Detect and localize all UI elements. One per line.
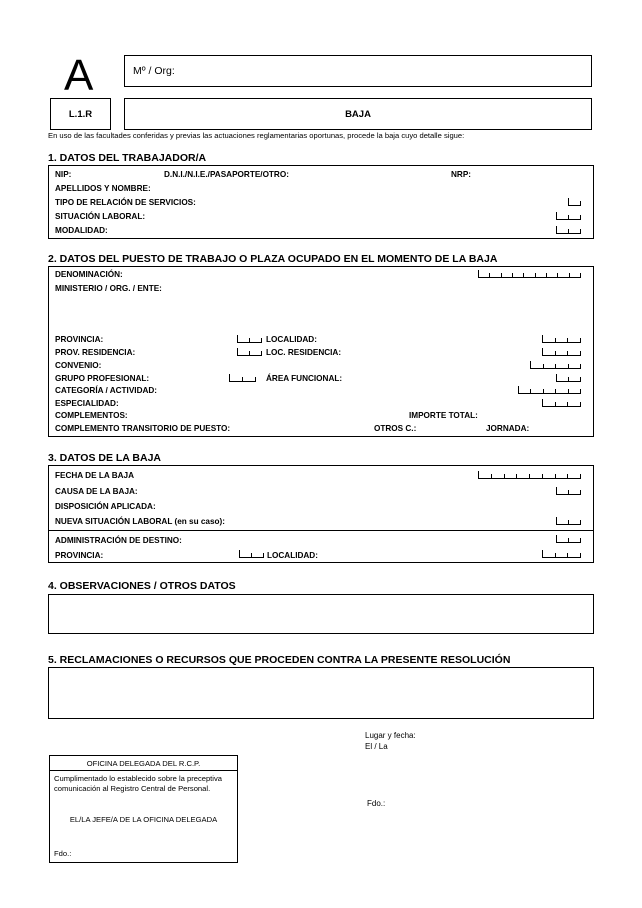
cell-divider bbox=[567, 338, 568, 343]
cell-divider bbox=[529, 474, 530, 479]
cell-divider bbox=[580, 490, 581, 495]
area-funcional-label: ÁREA FUNCIONAL: bbox=[266, 374, 343, 383]
el-la-label: El / La bbox=[365, 742, 388, 751]
cell-divider bbox=[580, 520, 581, 525]
cell-divider bbox=[249, 351, 250, 356]
cell-divider bbox=[580, 474, 581, 479]
cell-divider bbox=[251, 553, 252, 558]
loc-residencia-cells[interactable] bbox=[542, 348, 580, 356]
cell-divider bbox=[568, 520, 569, 525]
cumplimentado-line-1: Cumplimentado lo establecido sobre la preceptiva bbox=[54, 774, 223, 783]
ministerio-label: MINISTERIO / ORG. / ENTE: bbox=[55, 284, 162, 293]
convenio-cells[interactable] bbox=[530, 361, 580, 369]
cell-divider bbox=[568, 364, 569, 369]
especialidad-cells[interactable] bbox=[542, 399, 580, 407]
cell-divider bbox=[580, 364, 581, 369]
fdo-right-label: Fdo.: bbox=[367, 799, 386, 808]
area-funcional-cells[interactable] bbox=[556, 374, 580, 382]
observaciones-field[interactable] bbox=[48, 594, 594, 634]
cell-divider bbox=[546, 273, 547, 278]
cell-divider bbox=[557, 273, 558, 278]
provincia-destino-cells[interactable] bbox=[239, 550, 263, 558]
cell-divider bbox=[530, 389, 531, 394]
cell-divider bbox=[580, 215, 581, 220]
cell-divider bbox=[555, 364, 556, 369]
cell-divider bbox=[580, 338, 581, 343]
nueva-situacion-label: NUEVA SITUACIÓN LABORAL (en su caso): bbox=[55, 517, 225, 526]
categoria-cells[interactable] bbox=[518, 386, 580, 394]
cell-divider bbox=[567, 474, 568, 479]
cell-divider bbox=[580, 201, 581, 206]
cell-divider bbox=[504, 474, 505, 479]
complemento-transitorio-label: COMPLEMENTO TRANSITORIO DE PUESTO: bbox=[55, 424, 231, 433]
apellidos-label: APELLIDOS Y NOMBRE: bbox=[55, 184, 151, 193]
administracion-destino-cells[interactable] bbox=[556, 535, 580, 543]
localidad-destino-cells[interactable] bbox=[542, 550, 580, 558]
cumplimentado-line-2: comunicación al Registro Central de Personal. bbox=[54, 784, 211, 793]
localidad-destino-label: LOCALIDAD: bbox=[267, 551, 318, 560]
form-type: BAJA bbox=[345, 109, 371, 120]
org-field[interactable] bbox=[124, 55, 592, 87]
cell-divider bbox=[580, 553, 581, 558]
loc-residencia-label: LOC. RESIDENCIA: bbox=[266, 348, 342, 357]
cell-divider bbox=[568, 538, 569, 543]
otros-c-label: OTROS C.: bbox=[374, 424, 417, 433]
nueva-situacion-cells[interactable] bbox=[556, 517, 580, 525]
cell-divider bbox=[555, 553, 556, 558]
cell-divider bbox=[555, 402, 556, 407]
cell-divider bbox=[512, 273, 513, 278]
especialidad-label: ESPECIALIDAD: bbox=[55, 399, 119, 408]
cell-divider bbox=[261, 351, 262, 356]
fecha-baja-label: FECHA DE LA BAJA bbox=[55, 471, 134, 480]
tipo-relacion-label: TIPO DE RELACIÓN DE SERVICIOS: bbox=[55, 198, 196, 207]
cell-divider bbox=[580, 229, 581, 234]
prov-residencia-cells[interactable] bbox=[237, 348, 261, 356]
cell-divider bbox=[580, 273, 581, 278]
cell-divider bbox=[580, 402, 581, 407]
localidad-label: LOCALIDAD: bbox=[266, 335, 317, 344]
provincia-cells[interactable] bbox=[237, 335, 261, 343]
localidad-cells[interactable] bbox=[542, 335, 580, 343]
cell-divider bbox=[501, 273, 502, 278]
jornada-label: JORNADA: bbox=[486, 424, 530, 433]
cell-divider bbox=[580, 377, 581, 382]
cell-divider bbox=[491, 474, 492, 479]
cell-divider bbox=[523, 273, 524, 278]
dni-label: D.N.I./N.I.E./PASAPORTE/OTRO: bbox=[164, 170, 289, 179]
importe-total-label: IMPORTE TOTAL: bbox=[409, 411, 478, 420]
section-4-title: 4. OBSERVACIONES / OTROS DATOS bbox=[48, 580, 236, 592]
cell-divider bbox=[249, 338, 250, 343]
cell-divider bbox=[567, 553, 568, 558]
situacion-laboral-label: SITUACIÓN LABORAL: bbox=[55, 212, 146, 221]
convenio-label: CONVENIO: bbox=[55, 361, 102, 370]
cell-divider bbox=[580, 351, 581, 356]
grupo-profesional-cells[interactable] bbox=[229, 374, 255, 382]
lugar-fecha-label: Lugar y fecha: bbox=[365, 731, 416, 740]
tipo-relacion-cells[interactable] bbox=[568, 198, 580, 206]
cell-divider bbox=[542, 474, 543, 479]
section-3-title: 3. DATOS DE LA BAJA bbox=[48, 452, 161, 464]
prov-residencia-label: PROV. RESIDENCIA: bbox=[55, 348, 136, 357]
reclamaciones-field[interactable] bbox=[48, 667, 594, 719]
disposicion-label: DISPOSICIÓN APLICADA: bbox=[55, 502, 156, 511]
cell-divider bbox=[516, 474, 517, 479]
provincia-destino-label: PROVINCIA: bbox=[55, 551, 104, 560]
code-box bbox=[50, 98, 111, 130]
oficina-delegada-box bbox=[49, 755, 238, 863]
cell-divider bbox=[568, 215, 569, 220]
provincia-label: PROVINCIA: bbox=[55, 335, 104, 344]
nip-label: NIP: bbox=[55, 170, 72, 179]
cell-divider bbox=[567, 402, 568, 407]
cell-divider bbox=[569, 273, 570, 278]
section-1-title: 1. DATOS DEL TRABAJADOR/A bbox=[48, 152, 207, 164]
intro-text: En uso de las facultades conferidas y previas las actuaciones reglamentarias oportunas, procede la baja cuyo detalle sigue: bbox=[48, 131, 465, 140]
section-5-title: 5. RECLAMACIONES O RECURSOS QUE PROCEDEN CONTRA LA PRESENTE RESOLUCIÓN bbox=[48, 654, 511, 666]
situacion-laboral-cells[interactable] bbox=[556, 212, 580, 220]
cell-divider bbox=[580, 389, 581, 394]
fecha-baja-cells[interactable] bbox=[478, 471, 580, 479]
section-2-title: 2. DATOS DEL PUESTO DE TRABAJO O PLAZA OCUPADO EN EL MOMENTO DE LA BAJA bbox=[48, 253, 498, 265]
causa-baja-label: CAUSA DE LA BAJA: bbox=[55, 487, 138, 496]
cell-divider bbox=[543, 364, 544, 369]
nrp-label: NRP: bbox=[451, 170, 472, 179]
grupo-profesional-label: GRUPO PROFESIONAL: bbox=[55, 374, 150, 383]
cell-divider bbox=[261, 338, 262, 343]
fdo-left-label: Fdo.: bbox=[54, 849, 72, 858]
form-code: L.1.R bbox=[68, 109, 93, 120]
administracion-destino-label: ADMINISTRACIÓN DE DESTINO: bbox=[55, 536, 182, 545]
cell-divider bbox=[543, 389, 544, 394]
cell-divider bbox=[555, 351, 556, 356]
cell-divider bbox=[568, 229, 569, 234]
modalidad-label: MODALIDAD: bbox=[55, 226, 108, 235]
cell-divider bbox=[242, 377, 243, 382]
denominacion-label: DENOMINACIÓN: bbox=[55, 270, 123, 279]
oficina-divider bbox=[49, 770, 238, 771]
oficina-title: OFICINA DELEGADA DEL R.C.P. bbox=[86, 759, 201, 768]
modalidad-cells[interactable] bbox=[556, 226, 580, 234]
cell-divider bbox=[568, 377, 569, 382]
cell-divider bbox=[263, 553, 264, 558]
cell-divider bbox=[555, 474, 556, 479]
cell-divider bbox=[580, 538, 581, 543]
cell-divider bbox=[568, 389, 569, 394]
cell-divider bbox=[568, 490, 569, 495]
denominacion-cells[interactable] bbox=[478, 270, 580, 278]
cell-divider bbox=[535, 273, 536, 278]
cell-divider bbox=[489, 273, 490, 278]
cell-divider bbox=[255, 377, 256, 382]
cell-divider bbox=[555, 389, 556, 394]
cell-divider bbox=[567, 351, 568, 356]
type-box bbox=[124, 98, 592, 130]
org-label: Mº / Org: bbox=[133, 65, 175, 77]
section-3-divider bbox=[48, 530, 594, 531]
categoria-label: CATEGORÍA / ACTIVIDAD: bbox=[55, 386, 158, 395]
cell-divider bbox=[555, 338, 556, 343]
jefe-oficina-label: EL/LA JEFE/A DE LA OFICINA DELEGADA bbox=[69, 815, 218, 824]
complementos-label: COMPLEMENTOS: bbox=[55, 411, 128, 420]
causa-baja-cells[interactable] bbox=[556, 487, 580, 495]
form-letter: A bbox=[64, 51, 94, 100]
